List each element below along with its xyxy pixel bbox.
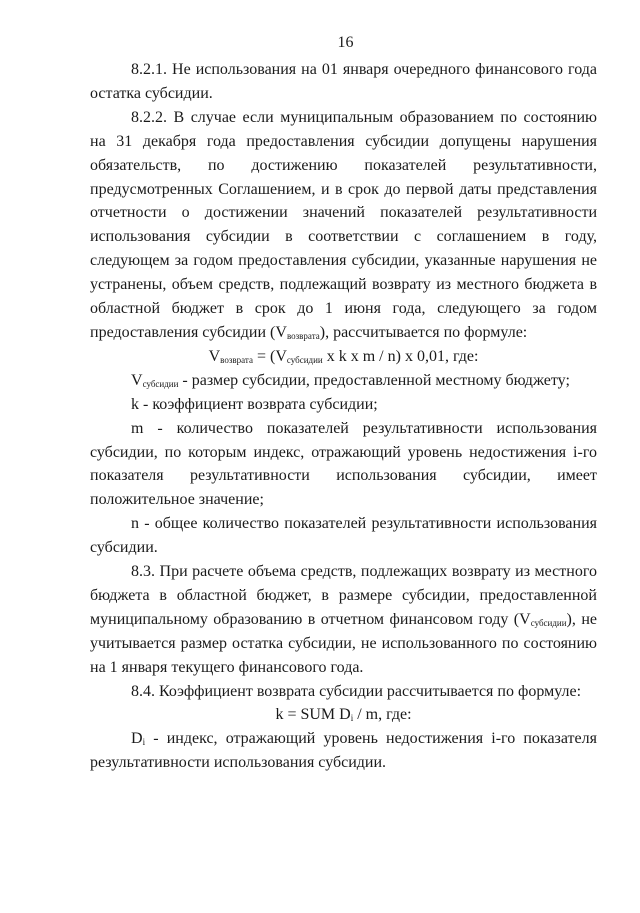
paragraph-8-2-2 (90, 106, 597, 345)
formula-v-symbol: V (208, 347, 221, 365)
page-number: 16 (337, 34, 354, 51)
definition-n: n - общее количество показателей результативности использования субсидии. (90, 515, 597, 557)
p83-sub-subsidii: субсидии (530, 617, 567, 628)
definition-k: k - коэффициент возврата субсидии; (131, 395, 378, 413)
formula-eq: = ( (252, 347, 276, 365)
definition-d (90, 727, 597, 775)
formula-v-symbol-2: V (275, 347, 287, 365)
formula-sub-subsidii: субсидии (286, 354, 323, 365)
paragraph-8-3 (90, 560, 597, 680)
formula-v-vozvrata (90, 345, 597, 369)
paragraph-8-2-2-tail: ), рассчитывается по формуле: (319, 323, 528, 341)
definition-m: m - количество показателей результативности использования субсидии, по которым индекс, отражающий уровень недостижения i-го показателя результативности использования субсидии, имеет положительное значение; (90, 419, 597, 509)
formula-k-start: k = SUM D (275, 706, 351, 724)
formula-sub-vozvrata: возврата (220, 354, 253, 365)
v-symbol: V (275, 323, 287, 341)
paragraph-8-3-text: 8.3. При расчете объема средств, подлежащих возврату из местного бюджета в областной бюджет, в размере субсидии, предоставленной муниципальному образованию в отчетном финансовом году ( (90, 563, 597, 628)
def-d-text: - индекс, отражающий уровень недостижения i-го показателя результативности использования субсидии. (90, 730, 597, 772)
paragraph-8-4: 8.4. Коэффициент возврата субсидии рассчитывается по формуле: (131, 682, 582, 700)
def-sub-subsidii: субсидии (142, 378, 179, 389)
formula-k (90, 703, 597, 727)
subscript-vozvrata: возврата (286, 330, 320, 341)
formula-k-sub-i: i (350, 713, 354, 724)
formula-rest: x k x m / n) x 0,01, где: (322, 347, 479, 365)
def-v-text: - размер субсидии, предоставленной местному бюджету; (178, 371, 570, 389)
paragraph-8-2-2-text: 8.2.2. В случае если муниципальным образованием по состоянию на 31 декабря года предоставления субсидии допущены нарушения обязательств, по достижению показателей результативности, предусмотренных Соглашением, и в срок до первой даты представления отчетности о достижении значений показателей результативности использования субсидии в соответствии с соглашением в году, следующем за годом предоставления субсидии, указанные нарушения не устранены, объем средств, подлежащий возврату из местного бюджета в областной бюджет в срок до 1 июня года, следующего за годом предоставления субсидии ( (90, 108, 597, 341)
paragraph-8-3-tail: ), не учитывается размер остатка субсидии, не использованного по состоянию на 1 января текущего финансового года. (90, 610, 597, 676)
paragraph-8-2-1: 8.2.1. Не использования на 01 января очередного финансового года остатка субсидии. (90, 61, 597, 102)
definition-v-subsidii (90, 369, 597, 393)
def-d-symbol: D (131, 730, 143, 748)
def-v-symbol: V (131, 371, 143, 389)
formula-k-end: / m, где: (353, 706, 412, 724)
p83-v-symbol: V (519, 610, 531, 628)
def-d-sub-i: i (142, 737, 146, 748)
